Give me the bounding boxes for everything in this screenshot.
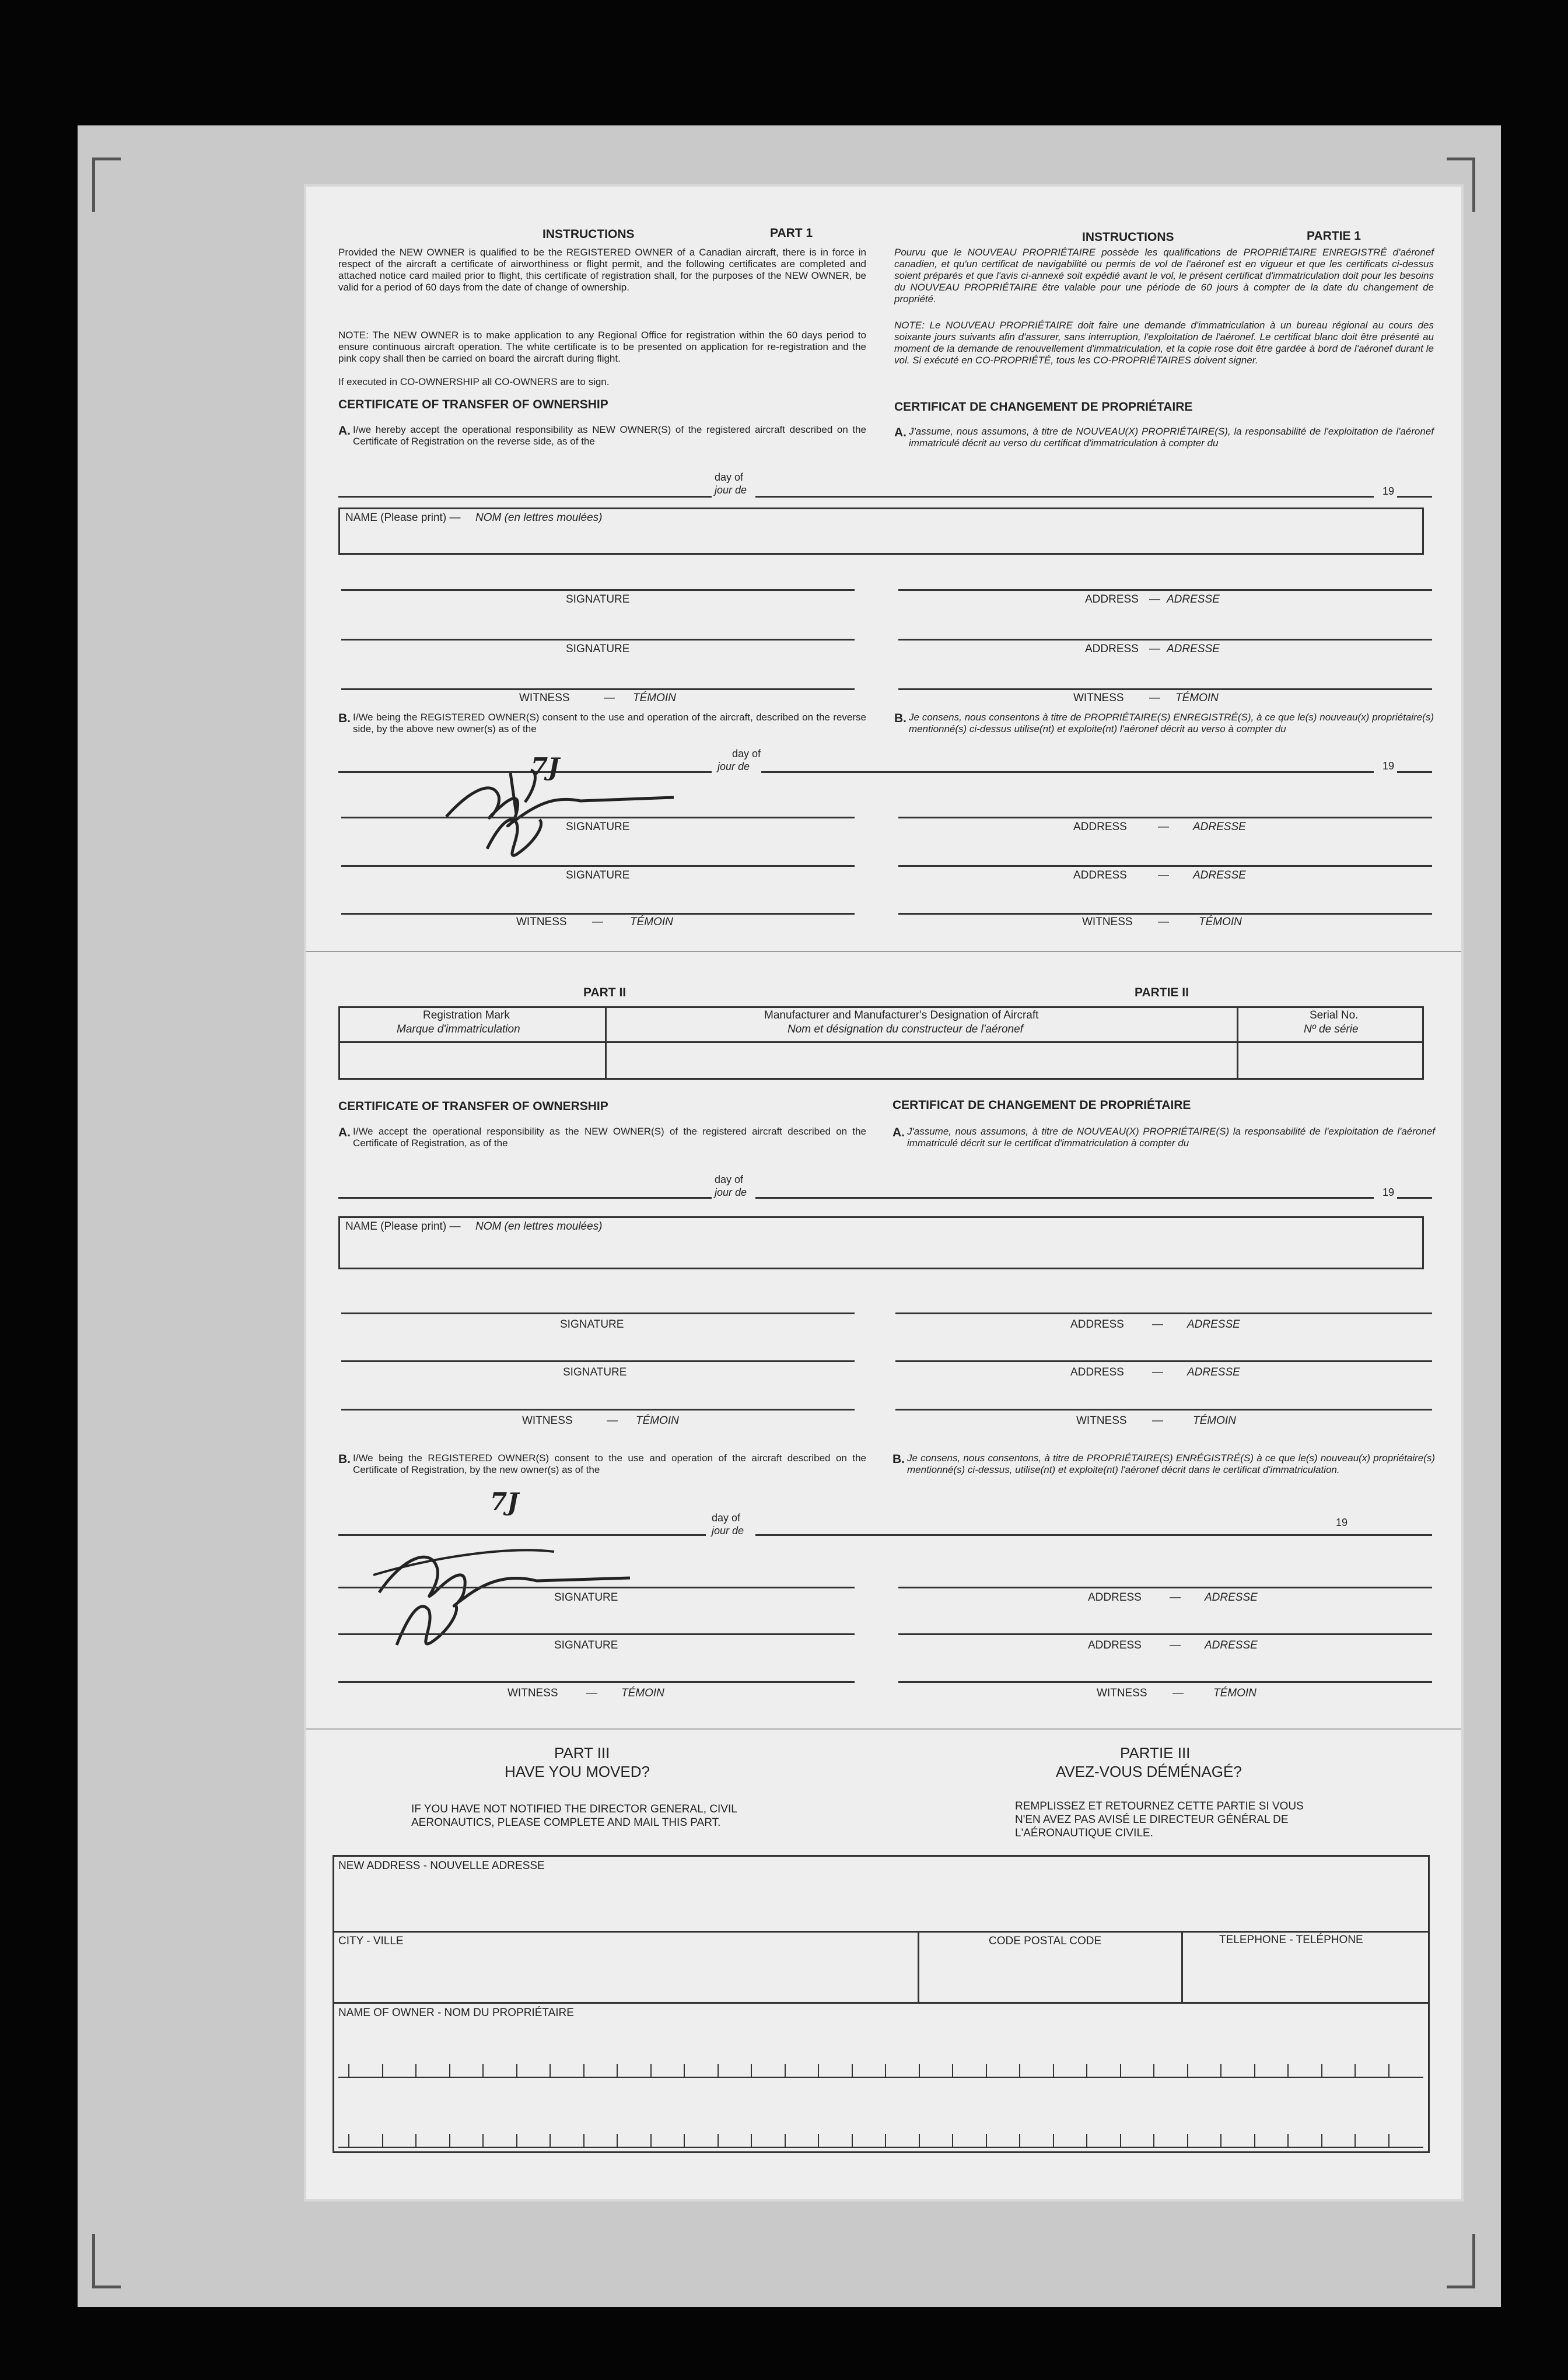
part1-a-text-fr: J'assume, nous assumons, à titre de NOUVEAU(X) PROPRIÉTAIRE(S), la responsabilité de l'exploitation de l'aéronef immatriculé décrit au verso du certificat d'immatriculation à compter du <box>909 426 1434 449</box>
part1-a-signature-label-2: SIGNATURE <box>566 643 630 655</box>
part1-label-en: PART 1 <box>770 226 813 240</box>
char-box-tick <box>885 2134 886 2148</box>
part1-b-adresse-label-1: ADRESSE <box>1193 821 1246 833</box>
part1-a-year-prefix: 19 <box>1382 485 1395 497</box>
char-box-tick <box>718 2134 719 2148</box>
part2-a-address-line-1[interactable] <box>895 1312 1432 1314</box>
part3-col-divider-2 <box>1181 1931 1183 2002</box>
part2-a-adresse-label-1: ADRESSE <box>1187 1318 1240 1331</box>
part1-b-signature-label-1: SIGNATURE <box>566 821 630 833</box>
part1-a-date-line-right <box>755 496 1374 498</box>
part2-b-witness-dash-right: — <box>1172 1687 1184 1699</box>
part1-b-year-line <box>1397 771 1432 773</box>
part1-a-text-en: I/we hereby accept the operational responsibility as NEW OWNER(S) of the registered aircraft described on the Certificate of Registration on the reverse side, as of the <box>353 424 866 447</box>
part2-a-witness-dash-right: — <box>1152 1415 1163 1427</box>
part2-serial-cell[interactable] <box>1240 1043 1421 1074</box>
part1-a-letter-en: A. <box>338 424 351 438</box>
part1-b-temoin-label-right: TÉMOIN <box>1199 916 1242 928</box>
part2-b-year-prefix: 19 <box>1336 1517 1348 1528</box>
part2-b-witness-line-right[interactable] <box>898 1681 1432 1683</box>
part2-serial-header-fr: Nº de série <box>1304 1023 1359 1035</box>
part1-b-temoin-label: TÉMOIN <box>630 916 673 928</box>
char-box-tick <box>1354 2064 1356 2078</box>
part1-a-day-of: day of <box>715 471 744 483</box>
part1-instructions-fr: Pourvu que le NOUVEAU PROPRIÉTAIRE possède les qualifications de PROPRIÉTAIRE ENREGISTRÉ d'aéronef canadien, et qu'un certificat de navigabilité ou permis de vol de l'aéronef est en vigueur et que les certificats ci-dessus soient préparés et que l'avis ci-annexé soit expédié avant le vol, le présent certificat d'immatriculation doit pour les besoins du NOUVEAU PROPRIÉTAIRE être valable pour une période de 60 jours à compter de la date du changement de propriété. <box>894 247 1434 304</box>
part1-b-text-en: I/We being the REGISTERED OWNER(S) consent to the use and operation of the aircraft, described on the reverse side, by the above new owner(s) as of the <box>353 712 866 734</box>
part1-a-temoin-label-right: TÉMOIN <box>1175 692 1219 704</box>
part2-b-signature-line-1[interactable] <box>338 1587 855 1588</box>
char-box-tick <box>650 2064 652 2078</box>
part1-b-witness-dash-right: — <box>1158 916 1169 928</box>
char-box-tick <box>1053 2064 1054 2078</box>
char-box-tick <box>1086 2064 1087 2078</box>
part1-b-year-prefix: 19 <box>1382 760 1395 772</box>
part1-a-address-label-2: ADDRESS <box>1085 643 1139 655</box>
part2-a-address-dash-1: — <box>1152 1318 1163 1331</box>
char-box-tick <box>1153 2064 1154 2078</box>
part1-note-fr: NOTE: Le NOUVEAU PROPRIÉTAIRE doit faire une demande d'immatriculation à un bureau régional au cours des soixante jours suivants afin d'assurer, sans interruption, l'exploitation de l'aéronef. Le certificat blanc doit être présenté au moment de la demande de renouvellement d'immatriculation, et la copie rose doit être gardée à bord de l'aéronef durant le vol. Si exécuté en CO-PROPRIÉTÉ, tous les CO-PROPRIÉTAIRES doivent signer. <box>894 320 1434 366</box>
part1-certificate-heading-en: CERTIFICATE OF TRANSFER OF OWNERSHIP <box>338 398 608 411</box>
char-box-tick <box>382 2064 383 2078</box>
char-box-tick <box>1354 2134 1356 2148</box>
char-box-tick <box>1187 2064 1188 2078</box>
char-box-tick <box>684 2134 685 2148</box>
part1-a-address-line-1[interactable] <box>898 589 1432 591</box>
part1-b-handwritten-day: 7J <box>531 752 560 781</box>
part2-a-letter-en: A. <box>338 1126 351 1139</box>
part2-a-adresse-label-2: ADRESSE <box>1187 1366 1240 1378</box>
part3-telephone-label: TELEPHONE - TELÉPHONE <box>1219 1934 1363 1946</box>
part3-telephone-field[interactable] <box>1184 1948 1423 2001</box>
part1-b-signature-line-2[interactable] <box>341 865 855 867</box>
part3-new-address-field[interactable] <box>334 1873 1424 1916</box>
crop-mark-top-left <box>92 158 121 212</box>
part1-b-address-line-1[interactable] <box>898 817 1432 818</box>
part1-a-adresse-label-2: ADRESSE <box>1167 643 1220 655</box>
part2-a-year-line <box>1397 1197 1432 1199</box>
part2-a-name-label: NAME (Please print) — <box>345 1220 461 1233</box>
part2-a-text-fr: J'assume, nous assumons, à titre de NOUVEAU(X) PROPRIÉTAIRE(S) la responsabilité de l'exploitation de l'aéronef immatriculé décrit sur le certificat d'immatriculation à compter du <box>907 1126 1435 1149</box>
char-box-tick <box>449 2134 450 2148</box>
part3-heading-en: HAVE YOU MOVED? <box>505 1763 650 1780</box>
part2-label-en: PART II <box>583 986 626 999</box>
char-box-tick <box>382 2134 383 2148</box>
char-box-tick <box>482 2064 484 2078</box>
part2-a-witness-label: WITNESS <box>522 1415 573 1427</box>
part2-a-day-of: day of <box>715 1174 744 1185</box>
char-box-tick <box>785 2134 786 2148</box>
part2-a-temoin-label-right: TÉMOIN <box>1193 1415 1236 1427</box>
part1-b-letter-en: B. <box>338 712 351 725</box>
part1-b-text-fr: Je consens, nous consentons à titre de PROPRIÉTAIRE(S) ENREGISTRÉ(S), à ce que le(s) nouveau(x) propriétaire(s) mentionné(s) ci-dessus utilise(nt) et exploite(nt) l'aéronef décrit au verso à compter du <box>909 712 1434 734</box>
part2-b-address-label-1: ADDRESS <box>1088 1591 1142 1604</box>
part1-a-witness-dash: — <box>604 692 615 704</box>
part1-instructions-heading-en: INSTRUCTIONS <box>542 228 635 241</box>
part3-owner-name-baseline-2[interactable] <box>338 2147 1423 2148</box>
char-box-tick <box>348 2134 349 2148</box>
char-box-tick <box>617 2134 618 2148</box>
part2-a-witness-line-left[interactable] <box>341 1409 855 1410</box>
part1-a-adresse-label-1: ADRESSE <box>1167 593 1220 606</box>
part2-a-date-line-right <box>755 1197 1374 1199</box>
crop-mark-bottom-left <box>92 2234 121 2288</box>
part2-b-handwritten-day: 7J <box>490 1488 519 1516</box>
part2-b-witness-label: WITNESS <box>508 1687 558 1699</box>
part2-b-address-label-2: ADDRESS <box>1088 1639 1142 1651</box>
part2-b-witness-line-left[interactable] <box>338 1681 855 1683</box>
char-box-tick <box>986 2064 987 2078</box>
crop-mark-bottom-right <box>1447 2234 1475 2288</box>
part1-a-letter-fr: A. <box>894 426 907 439</box>
char-box-tick <box>1220 2134 1222 2148</box>
part2-a-witness-dash: — <box>607 1415 618 1427</box>
part1-a-jour-de: jour de <box>715 484 747 496</box>
char-box-tick <box>751 2064 752 2078</box>
part2-a-signature-label-2: SIGNATURE <box>563 1366 627 1378</box>
char-box-tick <box>1254 2134 1255 2148</box>
char-box-tick <box>1019 2134 1020 2148</box>
part1-b-date-line-right <box>761 771 1374 773</box>
part1-a-name-label: NAME (Please print) — <box>345 512 461 524</box>
char-box-tick <box>1388 2064 1390 2078</box>
part1-note-en: NOTE: The NEW OWNER is to make application to any Regional Office for registration within the 60 days period to ensure continuous aircraft operation. The white certificate is to be presented on application for re-registration and the pink copy shall then be carried on board the aircraft during flight. <box>338 330 866 364</box>
part2-a-signature-line-1[interactable] <box>341 1312 855 1314</box>
part2-a-date-line-left <box>338 1197 712 1199</box>
part1-b-address-label-2: ADDRESS <box>1073 869 1127 881</box>
part2-a-letter-fr: A. <box>892 1126 905 1139</box>
part3-text-fr: REMPLISSEZ ET RETOURNEZ CETTE PARTIE SI VOUS N'EN AVEZ PAS AVISÉ LE DIRECTEUR GÉNÉRAL DE L'AÉRONAUTIQUE CIVILE. <box>1015 1800 1304 1839</box>
part1-certificate-heading-fr: CERTIFICAT DE CHANGEMENT DE PROPRIÉTAIRE <box>894 400 1193 414</box>
part1-a-date-line-left <box>338 496 712 498</box>
part2-b-day-of: day of <box>712 1512 741 1524</box>
part1-a-signature-label-1: SIGNATURE <box>566 593 630 606</box>
registration-form-page <box>306 187 1461 2199</box>
part1-b-day-of: day of <box>732 748 761 760</box>
part2-b-text-en: I/We being the REGISTERED OWNER(S) consent to the use and operation of the aircraft described on the Certificate of Registration, by the new owner(s) as of the <box>353 1452 866 1475</box>
part3-heading-fr: AVEZ-VOUS DÉMÉNAGÉ? <box>1056 1763 1242 1780</box>
part2-b-adresse-label-2: ADRESSE <box>1205 1639 1258 1651</box>
part1-a-address-dash-1: — <box>1149 593 1160 606</box>
part2-table-col-divider-1 <box>605 1006 607 1080</box>
part2-reg-mark-header-fr: Marque d'immatriculation <box>397 1023 520 1035</box>
part2-a-address-label-1: ADDRESS <box>1070 1318 1124 1331</box>
part1-a-signature-line-2[interactable] <box>341 639 855 640</box>
char-box-tick <box>415 2134 416 2148</box>
char-box-tick <box>348 2064 349 2078</box>
part2-b-signature-line-2[interactable] <box>338 1633 855 1635</box>
part2-a-address-label-2: ADDRESS <box>1070 1366 1124 1378</box>
char-box-tick <box>1388 2134 1390 2148</box>
char-box-tick <box>550 2134 551 2148</box>
char-box-tick <box>617 2064 618 2078</box>
char-box-tick <box>1120 2064 1121 2078</box>
char-box-tick <box>684 2064 685 2078</box>
part3-row-divider-1 <box>332 1931 1430 1933</box>
char-box-tick <box>1053 2134 1054 2148</box>
char-box-tick <box>583 2134 584 2148</box>
part2-a-signature-line-2[interactable] <box>341 1360 855 1362</box>
part2-a-witness-line-right[interactable] <box>895 1409 1432 1410</box>
char-box-tick <box>986 2134 987 2148</box>
char-box-tick <box>1153 2134 1154 2148</box>
char-box-tick <box>1254 2064 1255 2078</box>
part2-a-address-dash-2: — <box>1152 1366 1163 1378</box>
part2-b-date-line-right <box>755 1534 1374 1536</box>
char-box-tick <box>785 2064 786 2078</box>
char-box-tick <box>852 2134 853 2148</box>
part3-label-fr: PARTIE III <box>1120 1744 1191 1762</box>
part2-a-witness-label-right: WITNESS <box>1076 1415 1127 1427</box>
char-box-tick <box>885 2064 886 2078</box>
part2-serial-header: Serial No. <box>1310 1009 1359 1021</box>
part2-b-witness-dash: — <box>586 1687 597 1699</box>
part2-manufacturer-header-fr: Nom et désignation du constructeur de l'aéronef <box>788 1023 1023 1035</box>
part1-instructions-heading-fr: INSTRUCTIONS <box>1082 230 1174 244</box>
char-box-tick <box>449 2064 450 2078</box>
char-box-tick <box>1321 2134 1322 2148</box>
part2-b-text-fr: Je consens, nous consentons, à titre de PROPRIÉTAIRE(S) ENRÉGISTRÉ(S) à ce que le(s) nouveau(x) propriétaire(s) mentionné(s) ci-dessus, utilise(nt) et exploite(nt) l'aéronef décrit dans le certificat d'immatriculation. <box>907 1452 1435 1475</box>
char-box-tick <box>415 2064 416 2078</box>
part1-b-address-dash-1: — <box>1158 821 1169 833</box>
part1-a-witness-label: WITNESS <box>519 692 570 704</box>
char-box-tick <box>818 2064 819 2078</box>
char-box-tick <box>952 2064 953 2078</box>
char-box-tick <box>1220 2064 1222 2078</box>
part2-b-address-line-2[interactable] <box>898 1633 1432 1635</box>
part2-manufacturer-header: Manufacturer and Manufacturer's Designation of Aircraft <box>764 1009 1039 1021</box>
part2-label-fr: PARTIE II <box>1135 986 1189 999</box>
part1-label-fr: PARTIE 1 <box>1307 229 1361 243</box>
char-box-tick <box>751 2134 752 2148</box>
part2-b-address-line-1[interactable] <box>898 1587 1432 1588</box>
part2-b-jour-de: jour de <box>712 1525 744 1536</box>
part2-b-address-dash-2: — <box>1170 1639 1181 1651</box>
char-box-tick <box>550 2064 551 2078</box>
part2-b-signature-label-2: SIGNATURE <box>554 1639 618 1651</box>
part1-b-witness-label: WITNESS <box>516 916 567 928</box>
part3-new-address-label: NEW ADDRESS - NOUVELLE ADRESSE <box>338 1860 545 1872</box>
part1-b-signature-label-2: SIGNATURE <box>566 869 630 881</box>
char-box-tick <box>1287 2134 1289 2148</box>
part1-a-year-line <box>1397 496 1432 498</box>
char-box-tick <box>1321 2064 1322 2078</box>
part3-text-en: IF YOU HAVE NOT NOTIFIED THE DIRECTOR GENERAL, CIVIL AERONAUTICS, PLEASE COMPLETE AND MAIL THIS PART. <box>411 1803 737 1829</box>
part2-certificate-heading-en: CERTIFICATE OF TRANSFER OF OWNERSHIP <box>338 1100 608 1113</box>
part1-b-witness-line-left[interactable] <box>341 913 855 915</box>
part3-city-field[interactable] <box>334 1948 915 2001</box>
part2-a-text-en: I/We accept the operational responsibility as the NEW OWNER(S) of the registered aircraft described on the Certificate of Registration, as of the <box>353 1126 866 1149</box>
part2-b-address-dash-1: — <box>1170 1591 1181 1604</box>
part1-a-name-label-fr: NOM (en lettres moulées) <box>475 512 603 524</box>
char-box-tick <box>1120 2134 1121 2148</box>
part2-a-temoin-label: TÉMOIN <box>636 1415 679 1427</box>
char-box-tick <box>919 2064 920 2078</box>
char-box-tick <box>718 2064 719 2078</box>
part3-label-en: PART III <box>554 1744 610 1762</box>
part2-a-year-prefix: 19 <box>1382 1186 1395 1198</box>
part1-b-address-dash-2: — <box>1158 869 1169 881</box>
part2-b-signature-label-1: SIGNATURE <box>554 1591 618 1604</box>
part2-reg-mark-header: Registration Mark <box>423 1009 510 1021</box>
part3-postal-field[interactable] <box>921 1948 1177 2001</box>
part1-coowner-en: If executed in CO-OWNERSHIP all CO-OWNERS are to sign. <box>338 376 610 387</box>
part2-a-signature-label-1: SIGNATURE <box>560 1318 624 1331</box>
part2-certificate-heading-fr: CERTIFICAT DE CHANGEMENT DE PROPRIÉTAIRE <box>892 1098 1191 1112</box>
part2-b-temoin-label: TÉMOIN <box>621 1687 664 1699</box>
part1-b-adresse-label-2: ADRESSE <box>1193 869 1246 881</box>
part2-b-year-line <box>1374 1534 1432 1536</box>
part2-b-letter-en: B. <box>338 1452 351 1466</box>
char-box-tick <box>1287 2064 1289 2078</box>
char-box-tick <box>1019 2064 1020 2078</box>
part3-perforation <box>306 1728 1461 1730</box>
char-box-tick <box>952 2134 953 2148</box>
part3-city-label: CITY - VILLE <box>338 1935 404 1947</box>
part1-b-letter-fr: B. <box>894 712 907 725</box>
part2-a-address-line-2[interactable] <box>895 1360 1432 1362</box>
part1-a-temoin-label: TÉMOIN <box>633 692 676 704</box>
char-box-tick <box>852 2064 853 2078</box>
char-box-tick <box>516 2134 517 2148</box>
char-box-tick <box>583 2064 584 2078</box>
part2-b-adresse-label-1: ADRESSE <box>1205 1591 1258 1604</box>
part1-b-witness-dash: — <box>592 916 603 928</box>
part2-b-letter-fr: B. <box>892 1452 905 1466</box>
part1-b-witness-label-right: WITNESS <box>1082 916 1133 928</box>
part1-a-witness-line-right[interactable] <box>898 688 1432 690</box>
char-box-tick <box>1187 2134 1188 2148</box>
part1-b-address-line-2[interactable] <box>898 865 1432 867</box>
part1-b-signature-line-1[interactable] <box>341 817 855 818</box>
part3-owner-name-baseline-1[interactable] <box>338 2077 1423 2078</box>
part1-b-address-label-1: ADDRESS <box>1073 821 1127 833</box>
part1-instructions-en: Provided the NEW OWNER is qualified to be the REGISTERED OWNER of a Canadian aircraft, there is in force in respect of the aircraft a certificate of airworthiness or flight permit, and the following certificates are completed and attached notice card mailed prior to flight, this certificate of registration shall, for the purposes of the NEW OWNER, be valid for a period of 60 days from the date of change of ownership. <box>338 247 866 293</box>
part3-postal-label: CODE POSTAL CODE <box>989 1935 1102 1947</box>
char-box-tick <box>1086 2134 1087 2148</box>
part1-a-address-dash-2: — <box>1149 643 1160 655</box>
part2-table-col-divider-2 <box>1237 1006 1238 1080</box>
part1-a-address-label-1: ADDRESS <box>1085 593 1139 606</box>
part3-col-divider-1 <box>918 1931 919 2002</box>
char-box-tick <box>516 2064 517 2078</box>
part1-a-signature-line-1[interactable] <box>341 589 855 591</box>
part2-a-name-label-fr: NOM (en lettres moulées) <box>475 1220 603 1233</box>
part2-reg-mark-cell[interactable] <box>340 1043 603 1074</box>
part3-row-divider-2 <box>332 2002 1430 2004</box>
char-box-tick <box>482 2134 484 2148</box>
part1-a-witness-line-left[interactable] <box>341 688 855 690</box>
part2-a-jour-de: jour de <box>715 1186 747 1198</box>
part3-owner-name-label: NAME OF OWNER - NOM DU PROPRIÉTAIRE <box>338 2007 574 2019</box>
part2-manufacturer-cell[interactable] <box>608 1043 1234 1074</box>
part1-b-jour-de: jour de <box>718 761 750 772</box>
part2-b-witness-label-right: WITNESS <box>1097 1687 1147 1699</box>
part1-a-address-line-2[interactable] <box>898 639 1432 640</box>
char-box-tick <box>818 2134 819 2148</box>
part1-b-witness-line-right[interactable] <box>898 913 1432 915</box>
char-box-tick <box>650 2134 652 2148</box>
char-box-tick <box>919 2134 920 2148</box>
part1-a-witness-label-right: WITNESS <box>1073 692 1124 704</box>
part2-fold-edge <box>306 951 1461 952</box>
part1-a-witness-dash-right: — <box>1149 692 1160 704</box>
part2-b-temoin-label-right: TÉMOIN <box>1213 1687 1256 1699</box>
